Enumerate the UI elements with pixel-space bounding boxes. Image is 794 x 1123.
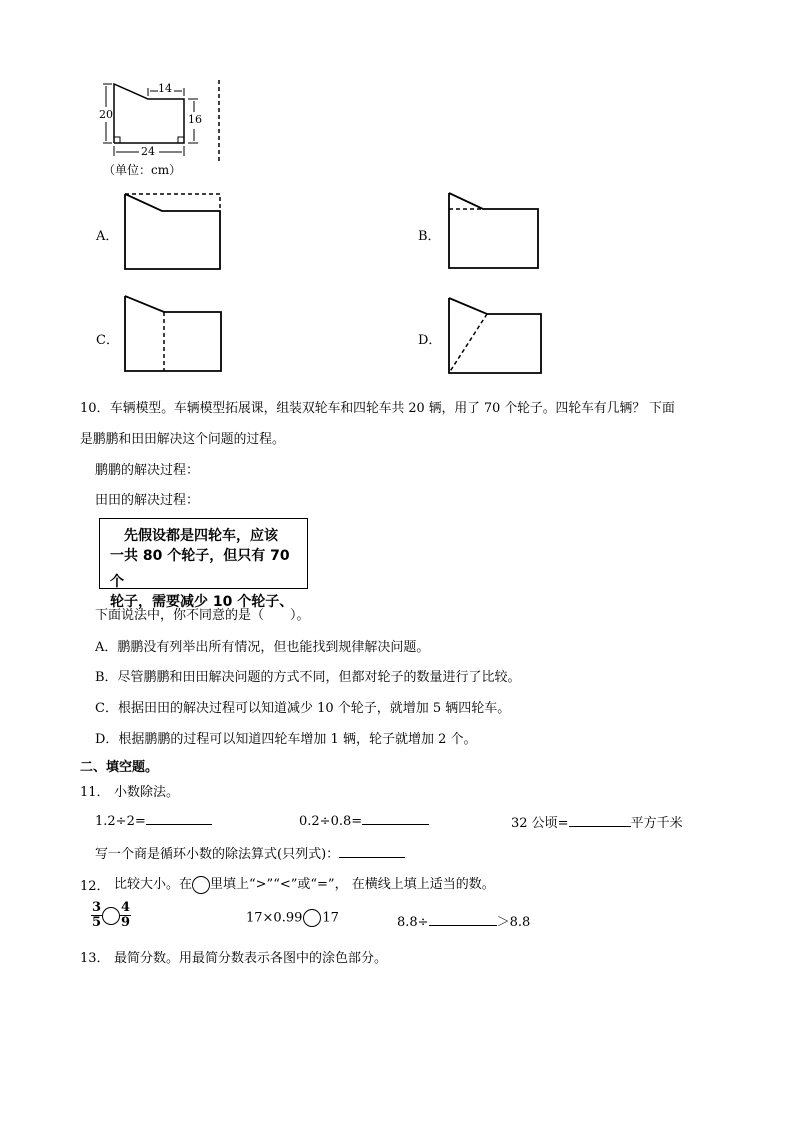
dim-right-label: 16 [188, 113, 202, 126]
q10-tiantian-label: 田田的解决过程： [95, 493, 200, 508]
dim-left-label: 20 [99, 108, 113, 121]
answer-blank[interactable] [146, 812, 212, 825]
q12-item2: 17×0.99 17 [246, 910, 339, 926]
q11-title: 小数除法。 [114, 785, 180, 800]
compare-circle-answer[interactable] [102, 907, 120, 925]
q11-item3: 32 公顷= 平方千米 [511, 816, 683, 831]
q10-text-line2: 是鹏鹏和田田解决这个问题的过程。 [80, 432, 285, 447]
box-line-3: 轮子，需要减少 10 个轮子、 [110, 594, 294, 610]
compare-circle [192, 876, 210, 894]
q10-number: 10． [80, 401, 110, 416]
q13-number: 13． [80, 951, 110, 966]
q10-text-line1: 车辆模型。车辆模型拓展课，组装双轮车和四轮车共 20 辆，用了 70 个轮子。四轮车有几辆？ 下面 [110, 401, 675, 416]
section-title: 二、填空题。 [80, 760, 159, 775]
option-c-label: C． [96, 333, 119, 348]
unit-label: （单位：cm） [103, 163, 182, 177]
answer-blank[interactable] [429, 913, 497, 926]
option-d-figure [449, 298, 541, 373]
q12-item3: 8.8÷ ＞8.8 [397, 915, 531, 930]
q11-number: 11． [80, 785, 110, 800]
fraction-4-9: $\frac{4}{9}$ [121, 900, 131, 930]
option-a-label: A． [96, 229, 119, 244]
answer-blank[interactable] [339, 845, 405, 858]
q12-item1 [91, 901, 131, 930]
compare-circle-answer[interactable] [303, 909, 321, 927]
option-a-figure [125, 194, 220, 269]
box-line-1: 先假设都是四轮车，应该 [124, 528, 278, 544]
option-b-figure [449, 193, 538, 268]
q11-line2: 写一个商是循环小数的除法算式(只列式)： [95, 843, 405, 862]
dim-top-label: 14 [158, 82, 172, 95]
dim-bottom-label: 24 [141, 145, 155, 158]
q10-option-b: B．尽管鹏鹏和田田解决问题的方式不同，但都对轮子的数量进行了比较。 [95, 670, 521, 685]
option-b-label: B． [418, 229, 441, 244]
option-d-label: D． [418, 333, 442, 348]
tiantian-process-box [99, 518, 308, 610]
option-c-figure [125, 296, 221, 371]
q10-pengpeng-label: 鹏鹏的解决过程： [95, 463, 200, 478]
q12-title: 比较大小。在 里填上“>”“<”或“=”， 在横线上填上适当的数。 [114, 877, 495, 892]
q10-option-a: A．鹏鹏没有列举出所有情况，但也能找到规律解决问题。 [95, 640, 430, 655]
answer-blank[interactable] [362, 812, 429, 825]
q10-option-d: D．根据鹏鹏的过程可以知道四轮车增加 1 辆，轮子就增加 2 个。 [95, 732, 477, 747]
box-line-2: 一共 80 个轮子，但只有 70 个 [110, 548, 290, 590]
q11-item2: 0.2÷0.8= [299, 812, 429, 829]
q11-item1: 1.2÷2= [95, 812, 212, 829]
q10-question: 下面说法中，你不同意的是（ ）。 [95, 608, 310, 623]
q12-number: 12． [80, 879, 110, 894]
q10-option-c: C．根据田田的解决过程可以知道减少 10 个轮子，就增加 5 辆四轮车。 [95, 701, 511, 716]
fraction-3-5: $\frac{3}{5}$ [92, 900, 102, 930]
answer-blank[interactable] [569, 814, 631, 827]
q13-title: 最简分数。用最简分数表示各图中的涂色部分。 [114, 951, 388, 966]
